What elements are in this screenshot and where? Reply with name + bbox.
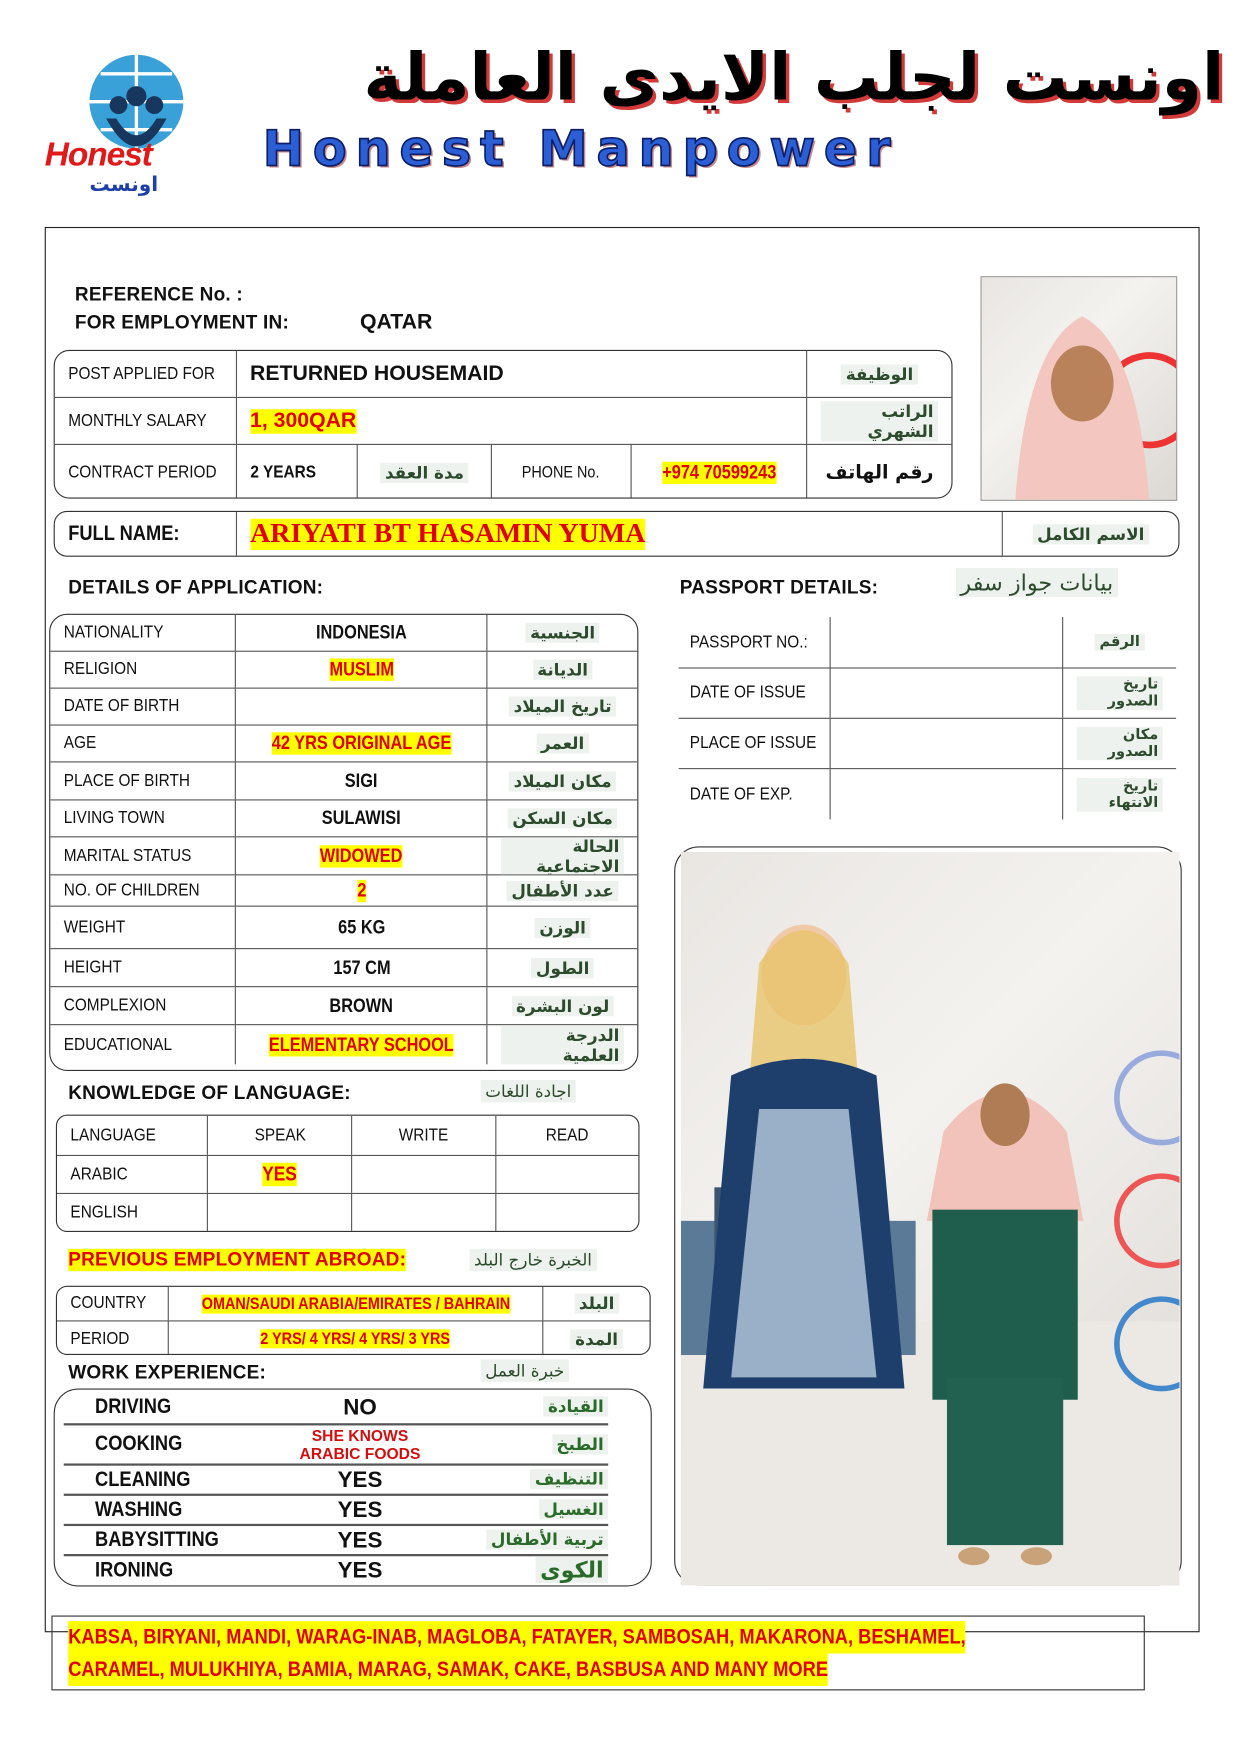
details-label: DATE OF BIRTH (63, 696, 180, 716)
passport-label: DATE OF ISSUE (689, 683, 806, 703)
passport-value[interactable] (831, 617, 1064, 667)
work-value: YES (337, 1527, 383, 1553)
language-row (57, 1156, 638, 1194)
details-label: PLACE OF BIRTH (63, 770, 190, 790)
work-value: YES (337, 1467, 383, 1492)
previous-label: PERIOD (70, 1328, 130, 1348)
details-label: NATIONALITY (63, 622, 164, 642)
language-header: LANGUAGE (70, 1125, 156, 1145)
details-value: WIDOWED (320, 844, 403, 866)
work-row (64, 1496, 608, 1526)
foods-line-2: CARAMEL, MULUKHIYA, BAMIA, MARAG, SAMAK, CAKE, BASBUSA AND MANY MORE (68, 1654, 828, 1686)
work-label: WASHING (95, 1497, 183, 1522)
work-label: BABYSITTING (95, 1527, 219, 1552)
work-value: YES (337, 1558, 383, 1584)
passport-label-ar: تاريخ الصدور (1077, 676, 1163, 710)
details-label-ar: عدد الأطفال (507, 880, 618, 900)
details-label: NO. OF CHILDREN (63, 880, 200, 900)
details-table (49, 614, 638, 1071)
details-label-ar: مكان الميلاد (509, 771, 616, 791)
details-value: ELEMENTARY SCHOOL (269, 1033, 455, 1055)
work-experience-table (54, 1389, 652, 1587)
details-label-ar: الدرجة العلمية (501, 1025, 623, 1064)
details-value: SULAWISI (322, 807, 402, 829)
passport-row (679, 769, 1177, 819)
details-row (50, 726, 637, 763)
passport-value[interactable] (831, 719, 1064, 768)
post-salary-table (54, 350, 953, 499)
details-row (50, 1025, 637, 1064)
passport-label: PASSPORT NO.: (689, 632, 808, 652)
work-label-ar: الطبخ (552, 1434, 608, 1454)
work-label-ar: تربية الأطفال (486, 1529, 608, 1549)
post-value: RETURNED HOUSEMAID (250, 361, 504, 386)
details-label: WEIGHT (63, 917, 126, 937)
details-value: SIGI (345, 769, 378, 791)
details-label: AGE (63, 733, 97, 753)
details-label-ar: الديانة (533, 660, 593, 680)
work-row (64, 1425, 608, 1465)
language-row (57, 1194, 638, 1232)
salary-label-ar: الراتب الشهري (821, 401, 938, 441)
passport-label: PLACE OF ISSUE (689, 733, 817, 753)
contract-label: CONTRACT PERIOD (68, 462, 217, 482)
english-company-title: Honest Manpower (262, 120, 900, 178)
full-name-row (54, 511, 1180, 557)
passport-label-ar: الرقم (1095, 634, 1144, 651)
details-row (50, 689, 637, 726)
previous-label-ar: المدة (571, 1329, 623, 1349)
details-label: LIVING TOWN (63, 808, 165, 828)
full-name-value: ARIYATI BT HASAMIN YUMA (250, 518, 646, 549)
previous-value: 2 YRS/ 4 YRS/ 4 YRS/ 3 YRS (260, 1329, 451, 1349)
work-label: CLEANING (95, 1467, 191, 1491)
details-label-ar: الحالة الاجتماعية (501, 837, 623, 874)
work-row (64, 1466, 608, 1496)
language-header: SPEAK (254, 1125, 306, 1145)
work-row (64, 1526, 608, 1556)
logo-text: Honest (44, 136, 152, 174)
work-value: SHE KNOWS ARABIC FOODS (299, 1426, 421, 1463)
passport-value[interactable] (831, 669, 1064, 718)
contract-value: 2 YEARS (249, 462, 316, 482)
logo-arabic: اونست (89, 173, 159, 197)
reference-label: REFERENCE No. : (74, 283, 243, 306)
work-label-ar: الغسيل (539, 1499, 608, 1519)
details-row (50, 949, 637, 987)
details-row (50, 875, 637, 906)
details-value: 2 (357, 879, 367, 901)
details-label-ar: العمر (537, 733, 589, 753)
details-value: 42 YRS ORIGINAL AGE (271, 732, 452, 754)
work-label-ar: القيادة (543, 1396, 608, 1416)
details-label: HEIGHT (63, 957, 122, 977)
details-label-ar: الطول (531, 958, 593, 978)
company-logo (45, 51, 224, 196)
passport-row (679, 617, 1177, 668)
previous-employment-title: PREVIOUS EMPLOYMENT ABROAD: (68, 1248, 407, 1271)
language-speak: YES (262, 1162, 298, 1186)
details-row (50, 762, 637, 800)
work-row (64, 1556, 608, 1585)
details-value: MUSLIM (329, 658, 394, 680)
arabic-company-title: اونست لجلب الايدى العاملة (363, 39, 1225, 116)
work-value: NO (343, 1394, 377, 1420)
passport-title: PASSPORT DETAILS: (679, 576, 879, 599)
phone-label-ar: رقم الهاتف (825, 461, 934, 484)
details-label: EDUCATIONAL (63, 1034, 172, 1054)
details-row (50, 615, 637, 652)
details-label-ar: لون البشرة (512, 996, 614, 1016)
details-row (50, 800, 637, 837)
details-title: DETAILS OF APPLICATION: (68, 576, 324, 599)
foods-line-1: KABSA, BIRYANI, MANDI, WARAG-INAB, MAGLOBA, FATAYER, SAMBOSAH, MAKARONA, BESHAMEL, (68, 1621, 966, 1653)
language-table (56, 1115, 640, 1232)
work-label-ar: الكوى (536, 1556, 609, 1582)
passport-row (679, 669, 1177, 719)
phone-label: PHONE No. (522, 462, 600, 482)
passport-value[interactable] (831, 769, 1064, 819)
work-label-ar: التنظيف (530, 1469, 608, 1489)
details-label-ar: الجنسية (526, 623, 600, 643)
post-label: POST APPLIED FOR (68, 363, 215, 383)
work-experience-title: WORK EXPERIENCE: (68, 1361, 267, 1383)
post-label-ar: الوظيفة (841, 364, 917, 384)
language-header: WRITE (398, 1125, 449, 1145)
details-row (50, 987, 637, 1025)
work-row (64, 1391, 608, 1426)
details-value: 65 KG (337, 916, 386, 938)
language-header-row (57, 1116, 638, 1156)
language-title-ar: اجادة اللغات (481, 1080, 576, 1102)
work-label: DRIVING (95, 1394, 172, 1419)
previous-employment-table (56, 1286, 651, 1355)
previous-label: COUNTRY (70, 1293, 147, 1313)
details-label-ar: مكان السكن (508, 808, 617, 828)
details-row (50, 837, 637, 875)
previous-employment-title-ar: الخبرة خارج البلد (470, 1249, 597, 1271)
details-label: COMPLEXION (63, 995, 167, 1015)
full-name-label: FULL NAME: (68, 521, 180, 546)
work-label: COOKING (95, 1432, 183, 1456)
work-label: IRONING (95, 1558, 174, 1582)
details-label-ar: الوزن (535, 917, 590, 937)
previous-employment-row (57, 1321, 650, 1355)
passport-label-ar: مكان الصدور (1077, 727, 1163, 761)
candidate-portrait (980, 276, 1177, 501)
passport-label-ar: تاريخ الانتهاء (1077, 778, 1163, 812)
language-name: ARABIC (70, 1164, 128, 1184)
employment-country: QATAR (359, 310, 433, 335)
details-value: BROWN (329, 994, 394, 1016)
previous-employment-row (57, 1287, 650, 1322)
salary-label: MONTHLY SALARY (68, 410, 207, 430)
work-value: YES (337, 1497, 383, 1523)
details-value: INDONESIA (316, 621, 408, 643)
details-label: RELIGION (63, 659, 138, 679)
work-experience-title-ar: خبرة العمل (481, 1359, 569, 1381)
passport-row (679, 719, 1177, 769)
details-label: MARITAL STATUS (63, 845, 192, 865)
passport-title-ar: بيانات جواز سفر (956, 568, 1118, 597)
previous-value: OMAN/SAUDI ARABIA/EMIRATES / BAHRAIN (201, 1294, 510, 1314)
contract-label-ar: مدة العقد (380, 462, 468, 482)
full-name-label-ar: الاسم الكامل (1033, 524, 1149, 544)
employment-label: FOR EMPLOYMENT IN: (74, 311, 290, 334)
details-row (50, 652, 637, 689)
salary-value: 1, 300QAR (250, 408, 357, 433)
details-row (50, 907, 637, 949)
language-name: ENGLISH (70, 1202, 138, 1222)
foods-box (51, 1616, 1144, 1691)
language-header: READ (545, 1125, 589, 1145)
details-value: 157 CM (332, 956, 391, 978)
phone-value: +974 70599243 (661, 461, 776, 483)
passport-label: DATE OF EXP. (689, 784, 793, 804)
passport-table (679, 617, 1177, 819)
details-label-ar: تاريخ الميلاد (509, 697, 616, 717)
previous-label-ar: البلد (574, 1294, 618, 1314)
candidate-full-photo (681, 852, 1180, 1585)
language-title: KNOWLEDGE OF LANGUAGE: (68, 1082, 351, 1104)
